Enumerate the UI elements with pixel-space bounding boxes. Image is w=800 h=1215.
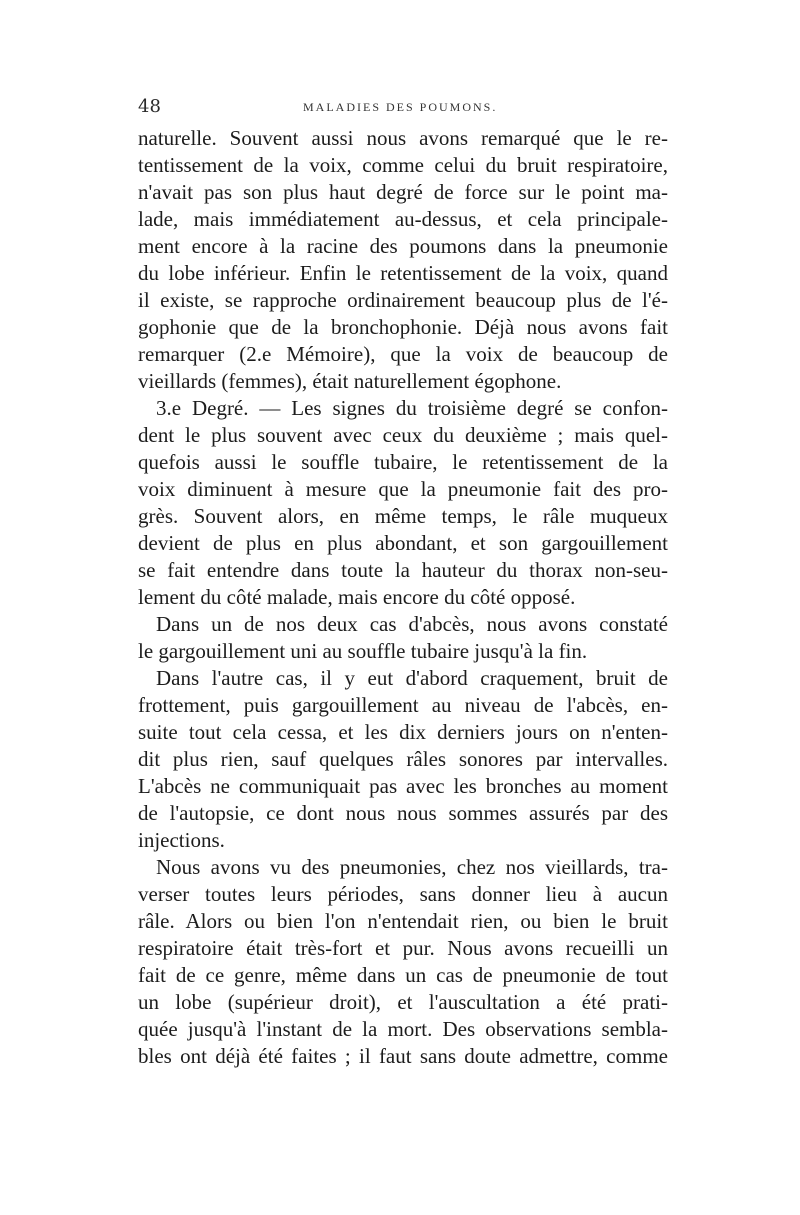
text-line: quefois aussi le souffle tubaire, le retentissement de la — [138, 450, 668, 474]
text-line: fait de ce genre, même dans un cas de pneumonie de tout — [138, 963, 668, 987]
text-line: vieillards (femmes), était naturellement égophone. — [138, 369, 562, 393]
text-line: 3.e Degré. — Les signes du troisième degré se confon- — [156, 396, 668, 420]
text-line: de l'autopsie, ce dont nous nous sommes assurés par des — [138, 801, 668, 825]
text-line: le gargouillement uni au souffle tubaire jusqu'à la fin. — [138, 639, 588, 663]
text-line: frottement, puis gargouillement au niveau de l'abcès, en- — [138, 693, 668, 717]
text-line: gophonie que de la bronchophonie. Déjà nous avons fait — [138, 315, 668, 339]
text-line: L'abcès ne communiquait pas avec les bronches au moment — [138, 774, 668, 798]
text-line: remarquer (2.e Mémoire), que la voix de beaucoup de — [138, 342, 668, 366]
text-line: un lobe (supérieur droit), et l'auscultation a été prati- — [138, 990, 668, 1014]
text-line: tentissement de la voix, comme celui du bruit respiratoire, — [138, 153, 668, 177]
page-number: 48 — [138, 96, 161, 117]
text-line: se fait entendre dans toute la hauteur du thorax non-seu- — [138, 558, 668, 582]
text-line: lement du côté malade, mais encore du côté opposé. — [138, 585, 576, 609]
text-line: naturelle. Souvent aussi nous avons remarqué que le re- — [138, 126, 668, 150]
text-line: grès. Souvent alors, en même temps, le râle muqueux — [138, 504, 668, 528]
text-line: voix diminuent à mesure que la pneumonie fait des pro- — [138, 477, 668, 501]
text-line: Dans l'autre cas, il y eut d'abord craquement, bruit de — [156, 666, 668, 690]
text-line: n'avait pas son plus haut degré de force sur le point ma- — [138, 180, 668, 204]
text-line: suite tout cela cessa, et les dix derniers jours on n'enten- — [138, 720, 668, 744]
text-line: injections. — [138, 828, 225, 852]
text-line: ment encore à la racine des poumons dans la pneumonie — [138, 234, 668, 258]
running-title: MALADIES DES POUMONS. — [303, 100, 498, 114]
text-line: Dans un de nos deux cas d'abcès, nous avons constaté — [156, 612, 668, 636]
text-line: lade, mais immédiatement au-dessus, et cela principale- — [138, 207, 668, 231]
text-line: dit plus rien, sauf quelques râles sonores par intervalles. — [138, 747, 668, 771]
page-header — [138, 96, 668, 120]
text-line: râle. Alors ou bien l'on n'entendait rien, ou bien le bruit — [138, 909, 668, 933]
text-line: il existe, se rapproche ordinairement beaucoup plus de l'é- — [138, 288, 668, 312]
text-line: verser toutes leurs périodes, sans donner lieu à aucun — [138, 882, 668, 906]
text-line: quée jusqu'à l'instant de la mort. Des observations sembla- — [138, 1017, 668, 1041]
text-line: devient de plus en plus abondant, et son gargouillement — [138, 531, 668, 555]
text-line: du lobe inférieur. Enfin le retentissement de la voix, quand — [138, 261, 668, 285]
text-line: respiratoire était très-fort et pur. Nous avons recueilli un — [138, 936, 668, 960]
text-line: bles ont déjà été faites ; il faut sans doute admettre, comme — [138, 1044, 668, 1068]
text-line: dent le plus souvent avec ceux du deuxième ; mais quel- — [138, 423, 668, 447]
text-line: Nous avons vu des pneumonies, chez nos vieillards, tra- — [156, 855, 668, 879]
